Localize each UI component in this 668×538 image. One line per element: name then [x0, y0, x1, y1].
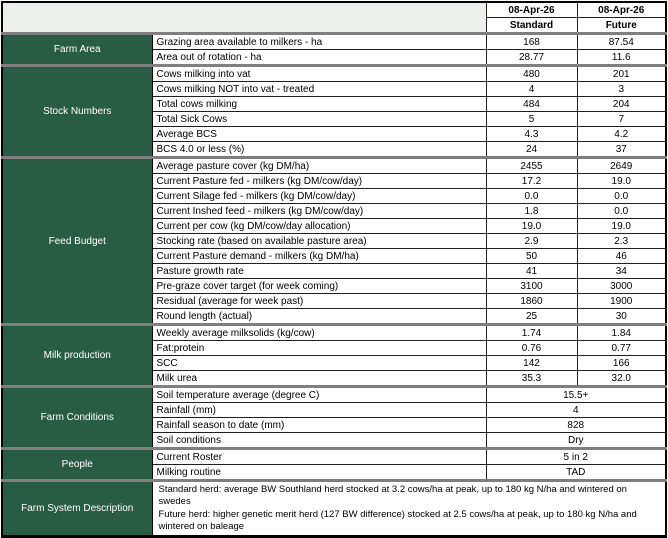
value-future: 204 — [577, 97, 666, 112]
value-future: 3 — [577, 82, 666, 97]
row-label: Total Sick Cows — [152, 112, 486, 127]
merged-value: TAD — [486, 465, 666, 481]
merged-value: 828 — [486, 418, 666, 433]
date-header-standard: 08-Apr-26 — [486, 2, 577, 18]
merged-value: 4 — [486, 403, 666, 418]
row-label: Stocking rate (based on available pasture area) — [152, 234, 486, 249]
row-label: Cows milking into vat — [152, 66, 486, 82]
section-label: Feed Budget — [2, 158, 152, 325]
value-future: 7 — [577, 112, 666, 127]
farm-system-description-text — [152, 481, 666, 537]
table-row — [2, 325, 666, 341]
row-label: Round length (actual) — [152, 309, 486, 325]
row-label: Current Silage fed - milkers (kg DM/cow/day) — [152, 189, 486, 204]
row-label: Milking routine — [152, 465, 486, 481]
value-future: 1900 — [577, 294, 666, 309]
row-label: Area out of rotation - ha — [152, 50, 486, 66]
table-row — [2, 449, 666, 465]
row-label: Current Pasture demand - milkers (kg DM/ha) — [152, 249, 486, 264]
value-standard: 41 — [486, 264, 577, 279]
report-body — [2, 34, 666, 537]
row-label: Weekly average milksolids (kg/cow) — [152, 325, 486, 341]
farm-report-table — [1, 1, 667, 538]
row-label: BCS 4.0 or less (%) — [152, 142, 486, 158]
section-label: Farm System Description — [2, 481, 152, 537]
section-label: Farm Conditions — [2, 387, 152, 449]
value-future: 19.0 — [577, 174, 666, 189]
row-label: SCC — [152, 356, 486, 371]
value-future: 87.54 — [577, 34, 666, 50]
merged-value: 15.5+ — [486, 387, 666, 403]
value-standard: 2455 — [486, 158, 577, 174]
row-label: Soil conditions — [152, 433, 486, 449]
row-label: Grazing area available to milkers - ha — [152, 34, 486, 50]
row-label: Total cows milking — [152, 97, 486, 112]
value-standard: 4 — [486, 82, 577, 97]
value-future: 0.0 — [577, 204, 666, 219]
row-label: Fat:protein — [152, 341, 486, 356]
row-label: Current Pasture fed - milkers (kg DM/cow/day) — [152, 174, 486, 189]
value-standard: 25 — [486, 309, 577, 325]
value-future: 0.0 — [577, 189, 666, 204]
value-future: 32.0 — [577, 371, 666, 387]
table-row — [2, 34, 666, 50]
value-standard: 5 — [486, 112, 577, 127]
section-label: Milk production — [2, 325, 152, 387]
value-standard: 484 — [486, 97, 577, 112]
row-label: Milk urea — [152, 371, 486, 387]
row-label: Current per cow (kg DM/cow/day allocation) — [152, 219, 486, 234]
value-future: 1.84 — [577, 325, 666, 341]
value-future: 19.0 — [577, 219, 666, 234]
row-label: Soil temperature average (degree C) — [152, 387, 486, 403]
description-line: Standard herd: average BW Southland herd stocked at 3.2 cows/ha at peak, up to 180 kg N/ha and wintered on swedes — [158, 484, 627, 508]
value-standard: 24 — [486, 142, 577, 158]
value-future: 2.3 — [577, 234, 666, 249]
value-future: 166 — [577, 356, 666, 371]
scenario-header-standard: Standard — [486, 18, 577, 34]
section-label: People — [2, 449, 152, 481]
value-future: 0.77 — [577, 341, 666, 356]
table-row — [2, 158, 666, 174]
section-label: Farm Area — [2, 34, 152, 66]
scenario-header-future: Future — [577, 18, 666, 34]
value-future: 3000 — [577, 279, 666, 294]
row-label: Pasture growth rate — [152, 264, 486, 279]
value-future: 11.6 — [577, 50, 666, 66]
merged-value: 5 in 2 — [486, 449, 666, 465]
value-standard: 2.9 — [486, 234, 577, 249]
row-label: Residual (average for week past) — [152, 294, 486, 309]
value-future: 30 — [577, 309, 666, 325]
value-future: 46 — [577, 249, 666, 264]
table-row — [2, 387, 666, 403]
row-label: Average pasture cover (kg DM/ha) — [152, 158, 486, 174]
table-row — [2, 481, 666, 537]
value-standard: 480 — [486, 66, 577, 82]
row-label: Average BCS — [152, 127, 486, 142]
value-standard: 142 — [486, 356, 577, 371]
row-label: Rainfall season to date (mm) — [152, 418, 486, 433]
value-standard: 1860 — [486, 294, 577, 309]
value-standard: 35.3 — [486, 371, 577, 387]
value-standard: 19.0 — [486, 219, 577, 234]
value-standard: 4.3 — [486, 127, 577, 142]
row-label: Pre-graze cover target (for week coming) — [152, 279, 486, 294]
value-future: 4.2 — [577, 127, 666, 142]
value-standard: 1.74 — [486, 325, 577, 341]
row-label: Current Roster — [152, 449, 486, 465]
date-header-future: 08-Apr-26 — [577, 2, 666, 18]
row-label: Cows milking NOT into vat - treated — [152, 82, 486, 97]
description-line: Future herd: higher genetic merit herd (127 BW difference) stocked at 2.5 cows/ha at peak, up to 180 kg N/ha and wintered on baleage — [158, 508, 637, 533]
value-future: 34 — [577, 264, 666, 279]
value-future: 37 — [577, 142, 666, 158]
value-standard: 50 — [486, 249, 577, 264]
value-standard: 28.77 — [486, 50, 577, 66]
value-standard: 0.76 — [486, 341, 577, 356]
header-row-dates — [2, 2, 666, 18]
section-label: Stock Numbers — [2, 66, 152, 158]
value-standard: 3100 — [486, 279, 577, 294]
value-standard: 0.0 — [486, 189, 577, 204]
row-label: Rainfall (mm) — [152, 403, 486, 418]
table-row — [2, 66, 666, 82]
value-future: 2649 — [577, 158, 666, 174]
value-standard: 1.8 — [486, 204, 577, 219]
merged-value: Dry — [486, 433, 666, 449]
row-label: Current Inshed feed - milkers (kg DM/cow/day) — [152, 204, 486, 219]
value-standard: 168 — [486, 34, 577, 50]
value-standard: 17.2 — [486, 174, 577, 189]
corner-cell — [2, 2, 486, 34]
value-future: 201 — [577, 66, 666, 82]
